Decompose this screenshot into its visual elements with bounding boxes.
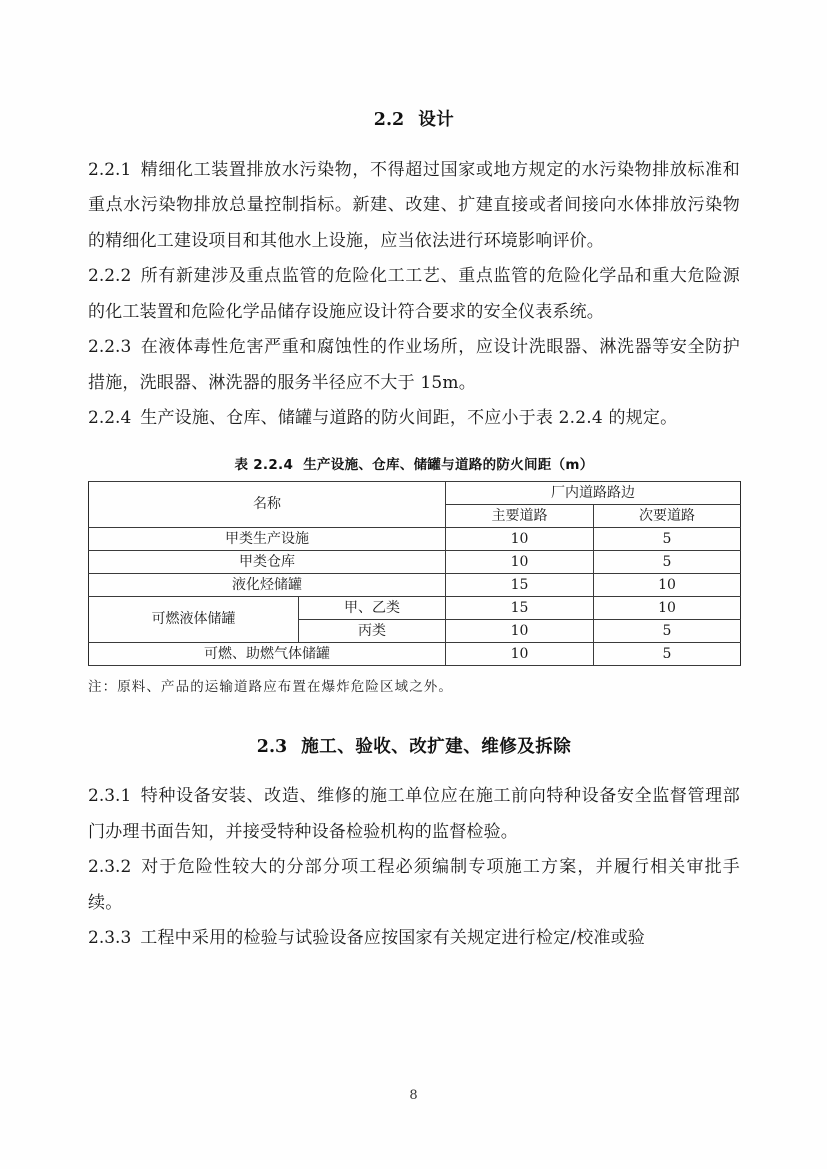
cell-main: 10 (446, 550, 594, 573)
clause-text-2-2-1: 精细化工装置排放水污染物，不得超过国家或地方规定的水污染物排放标准和重点水污染物排放总量控制指标。新建、改建、扩建直接或者间接向水体排放污染物的精细化工建设项目和其他水上设施，应当依法进行环境影响评价。 (88, 159, 740, 251)
cell-main: 10 (446, 527, 594, 550)
cell-name: 甲类仓库 (89, 550, 446, 573)
table-caption (88, 453, 740, 473)
clause-text-2-3-3: 工程中采用的检验与试验设备应按国家有关规定进行检定/校准或验 (140, 928, 645, 948)
header-name: 名称 (89, 481, 446, 527)
clause-2-3-1 (88, 779, 740, 850)
page-content (88, 108, 740, 957)
clause-number-2-2-3: 2.2.3 (88, 337, 132, 357)
cell-main: 10 (446, 642, 594, 665)
table-caption-label: 表 2.2.4 (234, 456, 294, 473)
header-group-road: 厂内道路路边 (446, 481, 741, 504)
cell-main: 15 (446, 573, 594, 596)
section-heading-design (88, 108, 740, 133)
clause-number-2-2-4: 2.2.4 (88, 408, 132, 428)
cell-secondary: 10 (594, 596, 741, 619)
header-main-road: 主要道路 (446, 504, 594, 527)
cell-secondary: 5 (594, 527, 741, 550)
cell-name: 甲类生产设施 (89, 527, 446, 550)
table-row (89, 596, 741, 619)
clause-text-2-2-4: 生产设施、仓库、储罐与道路的防火间距，不应小于表 2.2.4 的规定。 (140, 408, 678, 428)
table-row (89, 573, 741, 596)
cell-secondary: 5 (594, 619, 741, 642)
section-title-construction: 施工、验收、改扩建、维修及拆除 (301, 736, 572, 757)
table-header-row-1 (89, 481, 741, 504)
clause-number-2-3-2: 2.3.2 (88, 857, 132, 877)
table-caption-title: 生产设施、仓库、储罐与道路的防火间距（m） (303, 456, 594, 473)
clause-text-2-3-2: 对于危险性较大的分部分项工程必须编制专项施工方案，并履行相关审批手续。 (88, 857, 740, 913)
cell-secondary: 10 (594, 573, 741, 596)
table-row (89, 642, 741, 665)
cell-subcategory: 甲、乙类 (299, 596, 446, 619)
clause-text-2-3-1: 特种设备安装、改造、维修的施工单位应在施工前向特种设备安全监督管理部门办理书面告知，并接受特种设备检验机构的监督检验。 (88, 786, 740, 842)
section-title-design: 设计 (418, 110, 455, 130)
section-number-design: 2.2 (373, 110, 405, 130)
cell-name: 液化烃储罐 (89, 573, 446, 596)
clause-number-2-2-1: 2.2.1 (88, 159, 132, 180)
cell-name: 可燃、助燃气体储罐 (89, 642, 446, 665)
clause-text-2-2-2: 所有新建涉及重点监管的危险化工工艺、重点监管的危险化学品和重大危险源的化工装置和危险化学品储存设施应设计符合要求的安全仪表系统。 (88, 266, 740, 322)
clause-2-2-3 (88, 330, 740, 401)
clause-number-2-3-3: 2.3.3 (88, 928, 132, 948)
header-secondary-road: 次要道路 (594, 504, 741, 527)
table-note: 注：原料、产品的运输道路应布置在爆炸危险区域之外。 (88, 678, 453, 695)
clause-2-2-4 (88, 401, 740, 437)
cell-secondary: 5 (594, 642, 741, 665)
section-number-construction: 2.3 (256, 736, 288, 757)
section-heading-construction (88, 735, 740, 760)
clause-2-3-3 (88, 921, 740, 957)
cell-name-grouped: 可燃液体储罐 (89, 596, 299, 642)
clause-number-2-2-2: 2.2.2 (88, 266, 132, 286)
clause-2-2-2 (88, 259, 740, 330)
cell-main: 10 (446, 619, 594, 642)
cell-main: 15 (446, 596, 594, 619)
clause-number-2-3-1: 2.3.1 (88, 786, 132, 806)
fire-distance-table (88, 481, 741, 666)
table-row (89, 527, 741, 550)
cell-subcategory: 丙类 (299, 619, 446, 642)
cell-secondary: 5 (594, 550, 741, 573)
clause-2-2-1 (88, 153, 740, 260)
clause-text-2-2-3: 在液体毒性危害严重和腐蚀性的作业场所，应设计洗眼器、淋洗器等安全防护措施，洗眼器、淋洗器的服务半径应不大于 15m。 (88, 337, 740, 393)
page-number: 8 (409, 1088, 418, 1103)
clause-2-3-2 (88, 850, 740, 921)
table-row (89, 550, 741, 573)
